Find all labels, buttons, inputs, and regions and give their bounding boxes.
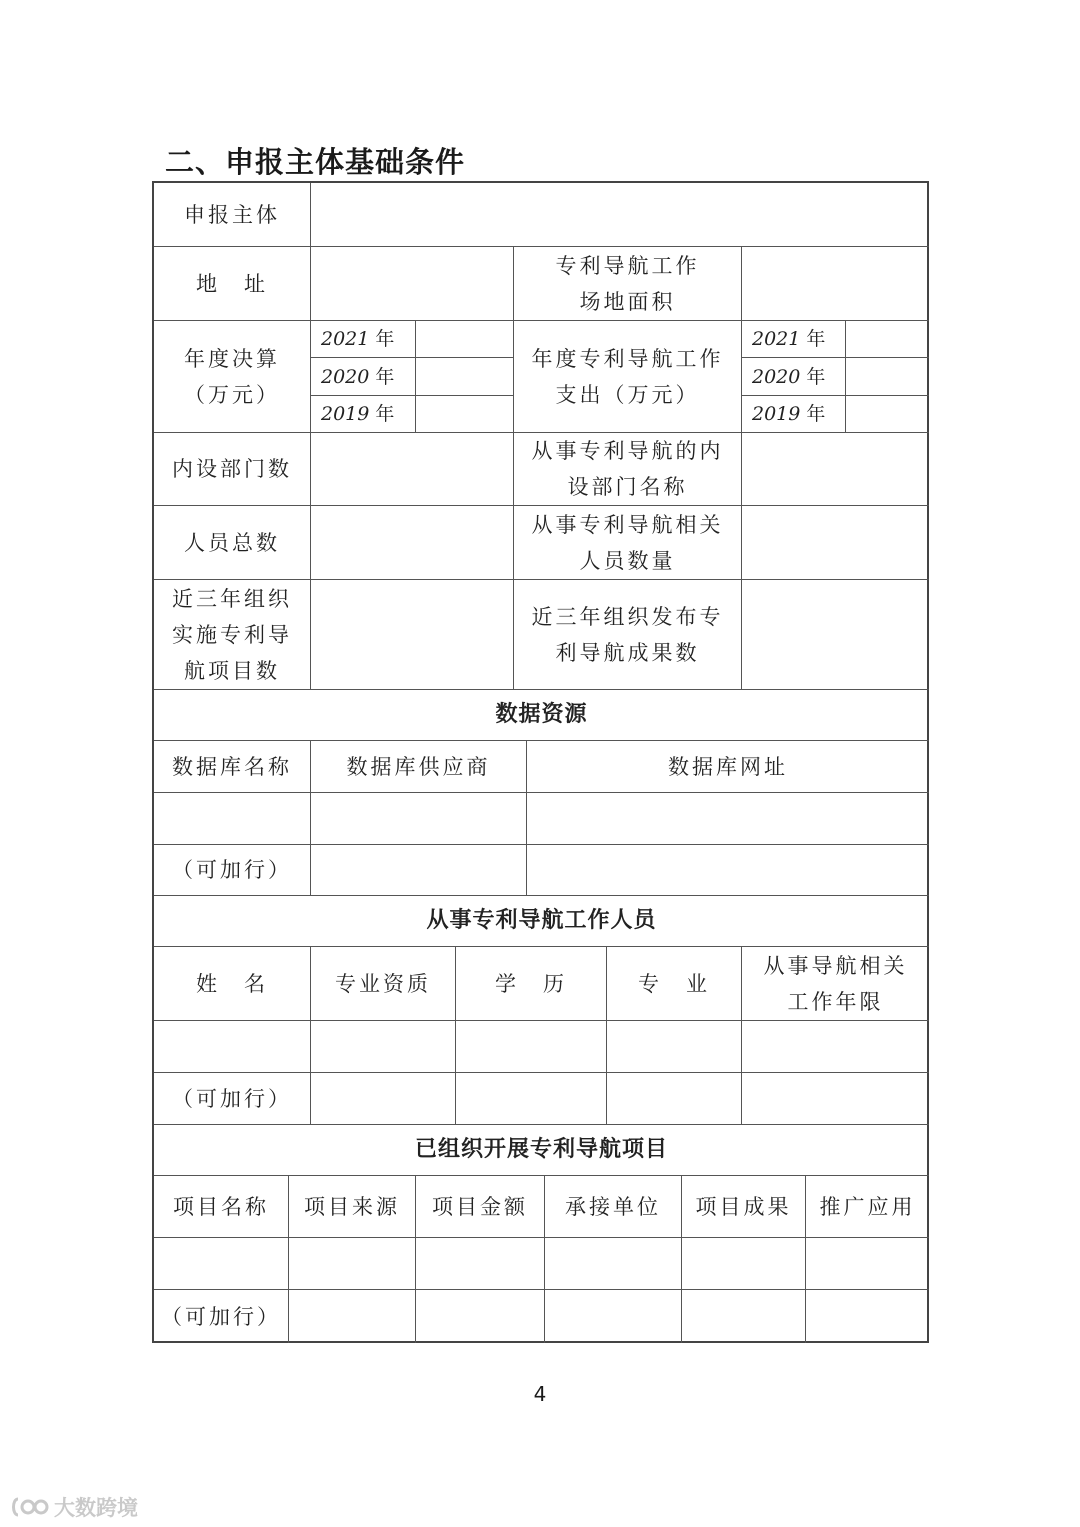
applicant-label: 申报主体 (154, 183, 311, 247)
year-value: 2021 (321, 328, 370, 350)
budget-year-2021 (311, 321, 416, 358)
proj-row-2-contractor-cell[interactable] (545, 1290, 682, 1343)
proj-header-contractor: 承接单位 (545, 1176, 682, 1238)
internal-depts-input-cell[interactable] (311, 433, 514, 506)
nav-staff-input-cell[interactable] (742, 506, 929, 580)
db-add-row-label: （可加行） (154, 845, 311, 896)
staff-section-title: 从事专利导航工作人员 (154, 896, 929, 947)
year-value: 2019 (752, 403, 801, 425)
proj-header-application: 推广应用 (806, 1176, 929, 1238)
annual-budget-label: 年度决算 （万元） (154, 321, 311, 433)
proj-row-1-application-cell[interactable] (806, 1238, 929, 1290)
projects-section-title: 已组织开展专利导航项目 (154, 1125, 929, 1176)
page-number: 4 (533, 1382, 547, 1406)
db-header-url: 数据库网址 (527, 741, 929, 793)
year-suffix: 年 (806, 403, 826, 425)
staff-header-major: 专 业 (607, 947, 742, 1021)
proj-row-2-application-cell[interactable] (806, 1290, 929, 1343)
budget-2020-input-cell[interactable] (416, 358, 514, 396)
staff-row-1-education-cell[interactable] (456, 1021, 607, 1073)
proj-row-1-results-cell[interactable] (682, 1238, 806, 1290)
watermark (10, 1492, 138, 1522)
address-label: 地 址 (154, 247, 311, 321)
year-suffix: 年 (806, 328, 826, 350)
proj-row-1-amount-cell[interactable] (416, 1238, 545, 1290)
year-suffix: 年 (375, 403, 395, 425)
year-value: 2020 (752, 365, 801, 388)
proj-header-name: 项目名称 (154, 1176, 289, 1238)
staff-row-2-major-cell[interactable] (607, 1073, 742, 1125)
area-input-cell[interactable] (742, 247, 929, 321)
results-3yr-input-cell[interactable] (742, 580, 929, 690)
results-3yr-label: 近三年组织发布专 利导航成果数 (514, 580, 742, 690)
area-label: 专利导航工作 场地面积 (514, 247, 742, 321)
proj-header-amount: 项目金额 (416, 1176, 545, 1238)
expense-year-2020 (742, 358, 846, 396)
year-value: 2019 (321, 403, 370, 425)
proj-row-2-source-cell[interactable] (289, 1290, 416, 1343)
staff-row-1-years-cell[interactable] (742, 1021, 929, 1073)
budget-2021-input-cell[interactable] (416, 321, 514, 358)
projects-3yr-input-cell[interactable] (311, 580, 514, 690)
proj-row-2-amount-cell[interactable] (416, 1290, 545, 1343)
nav-dept-name-input-cell[interactable] (742, 433, 929, 506)
staff-header-education: 学 历 (456, 947, 607, 1021)
expense-2021-input-cell[interactable] (846, 321, 929, 358)
proj-header-source: 项目来源 (289, 1176, 416, 1238)
budget-year-2020 (311, 358, 416, 396)
db-row-2-url-cell[interactable] (527, 845, 929, 896)
address-input-cell[interactable] (311, 247, 514, 321)
expense-year-2019 (742, 396, 846, 433)
expense-year-2021 (742, 321, 846, 358)
db-row-1-name-cell[interactable] (154, 793, 311, 845)
year-suffix: 年 (806, 365, 826, 388)
staff-row-1-major-cell[interactable] (607, 1021, 742, 1073)
budget-year-2019 (311, 396, 416, 433)
watermark-logo-icon (10, 1495, 50, 1519)
proj-row-1-name-cell[interactable] (154, 1238, 289, 1290)
proj-header-results: 项目成果 (682, 1176, 806, 1238)
proj-row-2-results-cell[interactable] (682, 1290, 806, 1343)
db-row-1-url-cell[interactable] (527, 793, 929, 845)
application-form-table (152, 181, 929, 1343)
staff-row-1-qualification-cell[interactable] (311, 1021, 456, 1073)
projects-3yr-label: 近三年组织 实施专利导 航项目数 (154, 580, 311, 690)
year-value: 2021 (752, 328, 801, 350)
db-row-2-supplier-cell[interactable] (311, 845, 527, 896)
proj-add-row-label: （可加行） (154, 1290, 289, 1343)
section-heading: 二、申报主体基础条件 (165, 145, 466, 179)
annual-expense-label: 年度专利导航工作 支出（万元） (514, 321, 742, 433)
proj-row-1-source-cell[interactable] (289, 1238, 416, 1290)
staff-add-row-label: （可加行） (154, 1073, 311, 1125)
staff-header-name: 姓 名 (154, 947, 311, 1021)
staff-row-2-education-cell[interactable] (456, 1073, 607, 1125)
db-row-1-supplier-cell[interactable] (311, 793, 527, 845)
total-staff-input-cell[interactable] (311, 506, 514, 580)
staff-row-2-years-cell[interactable] (742, 1073, 929, 1125)
expense-2020-input-cell[interactable] (846, 358, 929, 396)
db-header-name: 数据库名称 (154, 741, 311, 793)
watermark-text: 大数跨境 (54, 1496, 138, 1520)
nav-staff-label: 从事专利导航相关 人员数量 (514, 506, 742, 580)
staff-row-2-qualification-cell[interactable] (311, 1073, 456, 1125)
expense-2019-input-cell[interactable] (846, 396, 929, 433)
internal-depts-label: 内设部门数 (154, 433, 311, 506)
database-section-title: 数据资源 (154, 690, 929, 741)
staff-header-qualification: 专业资质 (311, 947, 456, 1021)
year-suffix: 年 (375, 365, 395, 388)
total-staff-label: 人员总数 (154, 506, 311, 580)
db-header-supplier: 数据库供应商 (311, 741, 527, 793)
applicant-input-cell[interactable] (311, 183, 929, 247)
proj-row-1-contractor-cell[interactable] (545, 1238, 682, 1290)
year-value: 2020 (321, 365, 370, 388)
budget-2019-input-cell[interactable] (416, 396, 514, 433)
year-suffix: 年 (375, 328, 395, 350)
nav-dept-name-label: 从事专利导航的内 设部门名称 (514, 433, 742, 506)
staff-row-1-name-cell[interactable] (154, 1021, 311, 1073)
staff-header-years: 从事导航相关 工作年限 (742, 947, 929, 1021)
